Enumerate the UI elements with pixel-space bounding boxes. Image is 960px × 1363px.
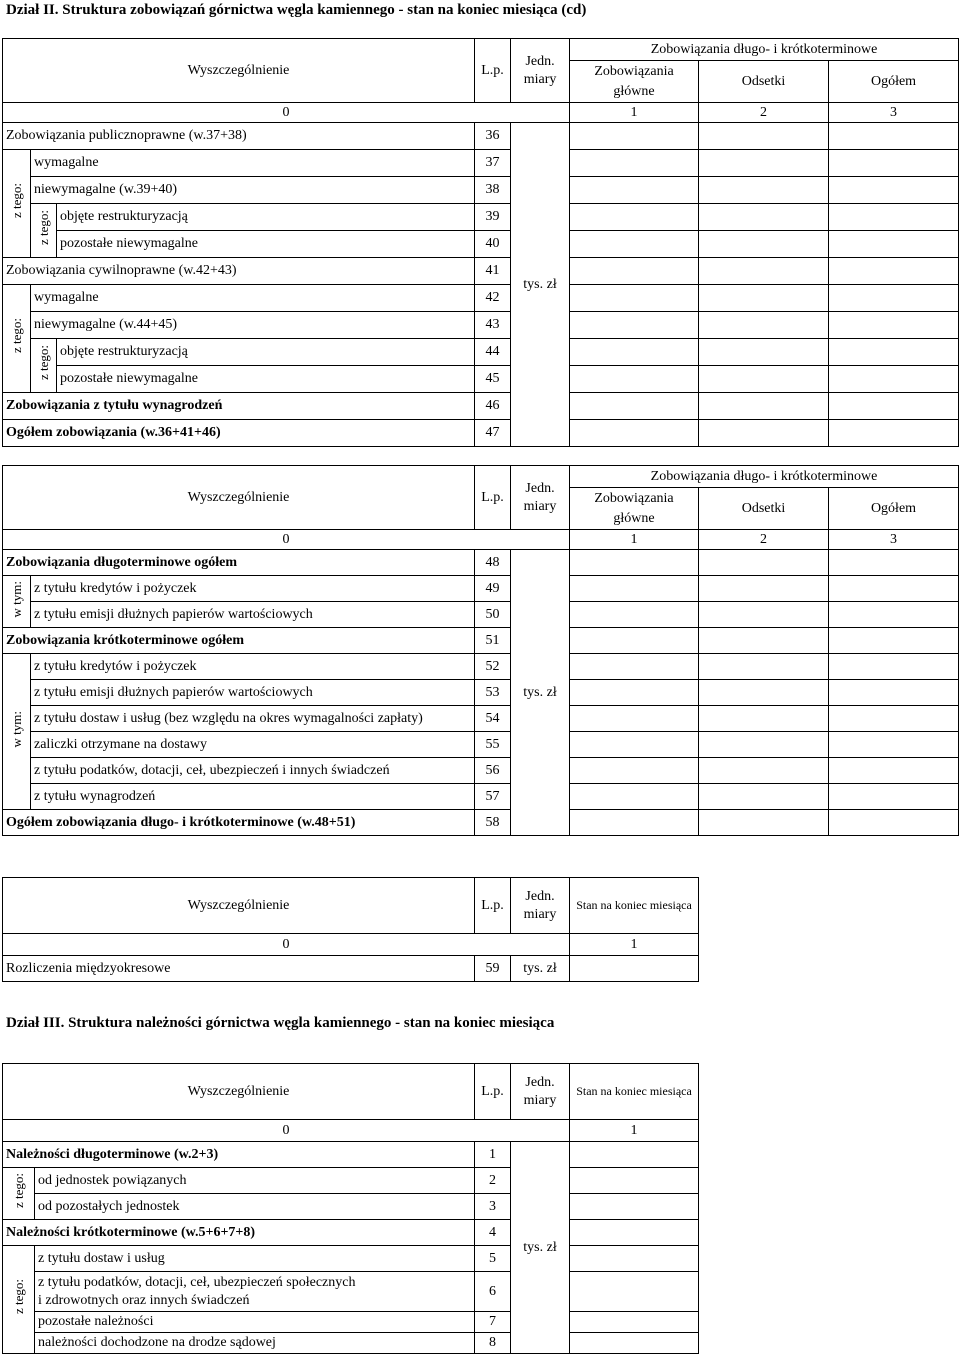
index-2: 2 xyxy=(699,530,829,550)
value-cell[interactable] xyxy=(699,123,829,150)
header-unit-line2: miary xyxy=(523,71,557,87)
table-row xyxy=(3,654,959,680)
value-cell[interactable] xyxy=(699,339,829,366)
header-interest: Odsetki xyxy=(699,488,829,530)
row-label: z tytułu podatków, dotacji, ceł, ubezpieczeń i innych świadczeń xyxy=(31,758,475,784)
table-row xyxy=(3,956,699,982)
table-row xyxy=(3,732,959,758)
value-cell[interactable] xyxy=(829,204,959,231)
row-lp: 57 xyxy=(475,784,511,810)
table-row xyxy=(3,602,959,628)
row-lp: 5 xyxy=(475,1246,511,1272)
row-lp: 42 xyxy=(475,285,511,312)
w-tym-label: w tym: xyxy=(3,654,31,810)
row-label: pozostałe niewymagalne xyxy=(57,366,475,393)
value-cell[interactable] xyxy=(829,706,959,732)
value-cell[interactable] xyxy=(829,366,959,393)
table-row xyxy=(3,784,959,810)
value-cell[interactable] xyxy=(570,732,699,758)
row-label: zaliczki otrzymane na dostawy xyxy=(31,732,475,758)
value-cell[interactable] xyxy=(699,732,829,758)
row-label: wymagalne xyxy=(31,150,475,177)
header-total: Ogółem xyxy=(829,61,959,103)
row-label: objęte restrukturyzacją xyxy=(57,339,475,366)
table-row xyxy=(3,680,959,706)
row-label: Zobowiązania krótkoterminowe ogółem xyxy=(3,628,475,654)
table-row xyxy=(3,150,959,177)
row-lp: 2 xyxy=(475,1168,511,1194)
value-cell[interactable] xyxy=(699,150,829,177)
table-row xyxy=(3,576,959,602)
row-label: pozostałe należności xyxy=(35,1312,475,1333)
table-row xyxy=(3,1246,699,1272)
value-cell[interactable] xyxy=(570,602,699,628)
table-row xyxy=(3,339,959,366)
value-cell[interactable] xyxy=(829,628,959,654)
header-unit-line2: miary xyxy=(523,906,557,922)
value-cell[interactable] xyxy=(570,1220,699,1246)
row-lp: 38 xyxy=(475,177,511,204)
w-tym-label: w tym: xyxy=(3,576,31,628)
table-row xyxy=(3,1168,699,1194)
value-cell[interactable] xyxy=(570,1142,699,1168)
row-lp: 59 xyxy=(475,956,511,982)
value-cell[interactable] xyxy=(699,784,829,810)
header-lp: L.p. xyxy=(475,878,511,934)
row-lp: 45 xyxy=(475,366,511,393)
z-tego-label: z tego: xyxy=(3,150,31,258)
row-lp: 8 xyxy=(475,1333,511,1354)
table-row xyxy=(3,366,959,393)
header-principal xyxy=(570,61,699,103)
z-tego-label: z tego: xyxy=(3,1168,35,1220)
value-cell[interactable] xyxy=(570,706,699,732)
value-cell[interactable] xyxy=(570,680,699,706)
row-lp: 56 xyxy=(475,758,511,784)
section-2-title: Dział II. Struktura zobowiązań górnictwa węgla kamiennego - stan na koniec miesiąca (cd) xyxy=(6,2,587,18)
value-cell[interactable] xyxy=(829,123,959,150)
header-principal-line2: główne xyxy=(613,83,655,99)
row-label: od jednostek powiązanych xyxy=(35,1168,475,1194)
header-unit-line1: Jedn. xyxy=(525,1074,555,1090)
long-short-term-liabilities-table xyxy=(2,465,959,836)
table-row xyxy=(3,123,959,150)
unit-cell: tys. zł xyxy=(511,956,570,982)
row-lp: 53 xyxy=(475,680,511,706)
value-cell[interactable] xyxy=(570,810,699,836)
value-cell[interactable] xyxy=(699,602,829,628)
value-cell[interactable] xyxy=(829,420,959,447)
table-row xyxy=(3,810,959,836)
header-item: Wyszczególnienie xyxy=(3,466,475,530)
row-lp: 1 xyxy=(475,1142,511,1168)
table-row xyxy=(3,231,959,258)
value-cell[interactable] xyxy=(699,366,829,393)
value-cell[interactable] xyxy=(570,784,699,810)
row-lp: 52 xyxy=(475,654,511,680)
table-row xyxy=(3,285,959,312)
value-cell[interactable] xyxy=(570,123,699,150)
row-label: Zobowiązania cywilnoprawne (w.42+43) xyxy=(3,258,475,285)
row-lp: 4 xyxy=(475,1220,511,1246)
row-label: Należności długoterminowe (w.2+3) xyxy=(3,1142,475,1168)
value-cell[interactable] xyxy=(570,420,699,447)
z-tego-label: z tego: xyxy=(3,1246,35,1354)
header-state: Stan na koniec miesiąca xyxy=(570,878,699,934)
row-lp: 55 xyxy=(475,732,511,758)
row-label: Należności krótkoterminowe (w.5+6+7+8) xyxy=(3,1220,475,1246)
row-lp: 47 xyxy=(475,420,511,447)
row-lp: 48 xyxy=(475,550,511,576)
value-cell[interactable] xyxy=(829,393,959,420)
value-cell[interactable] xyxy=(570,1194,699,1220)
row-lp: 39 xyxy=(475,204,511,231)
index-1: 1 xyxy=(570,530,699,550)
header-interest: Odsetki xyxy=(699,61,829,103)
value-cell[interactable] xyxy=(699,654,829,680)
value-cell[interactable] xyxy=(570,177,699,204)
value-cell[interactable] xyxy=(829,339,959,366)
value-cell[interactable] xyxy=(699,628,829,654)
index-0: 0 xyxy=(3,1120,570,1142)
row-label: wymagalne xyxy=(31,285,475,312)
row-label: z tytułu kredytów i pożyczek xyxy=(31,576,475,602)
row-label: z tytułu kredytów i pożyczek xyxy=(31,654,475,680)
value-cell[interactable] xyxy=(829,550,959,576)
header-group: Zobowiązania długo- i krótkoterminowe xyxy=(570,466,959,488)
table-row xyxy=(3,758,959,784)
table-row xyxy=(3,1220,699,1246)
unit-cell: tys. zł xyxy=(511,550,570,836)
value-cell[interactable] xyxy=(699,576,829,602)
header-item: Wyszczególnienie xyxy=(3,39,475,103)
value-cell[interactable] xyxy=(570,366,699,393)
value-cell[interactable] xyxy=(570,258,699,285)
value-cell[interactable] xyxy=(699,706,829,732)
row-lp: 6 xyxy=(475,1272,511,1312)
value-cell[interactable] xyxy=(829,758,959,784)
table-row xyxy=(3,420,959,447)
value-cell[interactable] xyxy=(570,1246,699,1272)
accruals-table xyxy=(2,877,699,982)
unit-cell: tys. zł xyxy=(511,123,570,447)
header-unit-line1: Jedn. xyxy=(525,888,555,904)
header-unit xyxy=(511,39,570,103)
index-1: 1 xyxy=(570,1120,699,1142)
row-label: Zobowiązania publicznoprawne (w.37+38) xyxy=(3,123,475,150)
value-cell[interactable] xyxy=(829,312,959,339)
row-label: z tytułu wynagrodzeń xyxy=(31,784,475,810)
row-label-line2: i zdrowotnych oraz innych świadczeń xyxy=(38,1292,250,1308)
header-unit-line1: Jedn. xyxy=(525,480,555,496)
header-principal-line1: Zobowiązania xyxy=(594,490,674,506)
value-cell[interactable] xyxy=(829,150,959,177)
value-cell[interactable] xyxy=(570,231,699,258)
value-cell[interactable] xyxy=(699,420,829,447)
table-row xyxy=(3,1194,699,1220)
row-lp: 46 xyxy=(475,393,511,420)
value-cell[interactable] xyxy=(829,576,959,602)
header-group: Zobowiązania długo- i krótkoterminowe xyxy=(570,39,959,61)
value-cell[interactable] xyxy=(570,1272,699,1312)
row-lp: 58 xyxy=(475,810,511,836)
row-lp: 41 xyxy=(475,258,511,285)
index-3: 3 xyxy=(829,103,959,123)
row-label: Zobowiązania z tytułu wynagrodzeń xyxy=(3,393,475,420)
row-label: z tytułu emisji dłużnych papierów wartościowych xyxy=(31,602,475,628)
header-unit xyxy=(511,466,570,530)
row-lp: 51 xyxy=(475,628,511,654)
section-3-title: Dział III. Struktura należności górnictwa węgla kamiennego - stan na koniec miesiąca xyxy=(6,1015,555,1031)
value-cell[interactable] xyxy=(699,231,829,258)
row-lp: 44 xyxy=(475,339,511,366)
row-lp: 7 xyxy=(475,1312,511,1333)
value-cell[interactable] xyxy=(570,654,699,680)
value-cell[interactable] xyxy=(829,732,959,758)
value-cell[interactable] xyxy=(699,258,829,285)
index-0: 0 xyxy=(3,530,570,550)
value-cell[interactable] xyxy=(570,312,699,339)
row-lp: 50 xyxy=(475,602,511,628)
table-row xyxy=(3,1142,699,1168)
header-unit xyxy=(511,878,570,934)
table-row xyxy=(3,1312,699,1333)
value-cell[interactable] xyxy=(570,285,699,312)
value-cell[interactable] xyxy=(699,810,829,836)
header-lp: L.p. xyxy=(475,39,511,103)
index-2: 2 xyxy=(699,103,829,123)
header-lp: L.p. xyxy=(475,466,511,530)
z-tego-label: z tego: xyxy=(31,339,57,393)
header-item: Wyszczególnienie xyxy=(3,878,475,934)
value-cell[interactable] xyxy=(570,1168,699,1194)
row-label: objęte restrukturyzacją xyxy=(57,204,475,231)
value-cell[interactable] xyxy=(570,1312,699,1333)
row-label: z tytułu dostaw i usług (bez względu na okres wymagalności zapłaty) xyxy=(31,706,475,732)
value-cell[interactable] xyxy=(570,339,699,366)
value-cell[interactable] xyxy=(570,393,699,420)
value-cell[interactable] xyxy=(699,204,829,231)
row-label: pozostałe niewymagalne xyxy=(57,231,475,258)
row-lp: 40 xyxy=(475,231,511,258)
value-cell[interactable] xyxy=(699,550,829,576)
header-state: Stan na koniec miesiąca xyxy=(570,1064,699,1120)
header-principal-line1: Zobowiązania xyxy=(594,63,674,79)
row-label: z tytułu emisji dłużnych papierów wartościowych xyxy=(31,680,475,706)
row-label-line1: z tytułu podatków, dotacji, ceł, ubezpieczeń społecznych xyxy=(38,1274,356,1290)
header-item: Wyszczególnienie xyxy=(3,1064,475,1120)
table-row xyxy=(3,550,959,576)
value-cell[interactable] xyxy=(570,550,699,576)
value-cell[interactable] xyxy=(829,177,959,204)
row-label: od pozostałych jednostek xyxy=(35,1194,475,1220)
liabilities-structure-table xyxy=(2,38,959,447)
table-row xyxy=(3,312,959,339)
row-label: Rozliczenia międzyokresowe xyxy=(3,956,475,982)
index-3: 3 xyxy=(829,530,959,550)
header-unit-line1: Jedn. xyxy=(525,53,555,69)
row-lp: 3 xyxy=(475,1194,511,1220)
table-row xyxy=(3,706,959,732)
row-label: Ogółem zobowiązania (w.36+41+46) xyxy=(3,420,475,447)
header-unit-line2: miary xyxy=(523,1092,557,1108)
value-cell[interactable] xyxy=(570,628,699,654)
header-unit xyxy=(511,1064,570,1120)
row-label xyxy=(35,1272,475,1312)
table-row xyxy=(3,393,959,420)
value-cell[interactable] xyxy=(570,150,699,177)
header-principal xyxy=(570,488,699,530)
value-cell[interactable] xyxy=(699,285,829,312)
table-row xyxy=(3,258,959,285)
value-cell[interactable] xyxy=(829,654,959,680)
value-cell[interactable] xyxy=(829,285,959,312)
row-label: Zobowiązania długoterminowe ogółem xyxy=(3,550,475,576)
value-cell[interactable] xyxy=(699,680,829,706)
row-label: niewymagalne (w.44+45) xyxy=(31,312,475,339)
header-principal-line2: główne xyxy=(613,510,655,526)
receivables-structure-table xyxy=(2,1063,699,1354)
value-cell[interactable] xyxy=(699,393,829,420)
value-cell[interactable] xyxy=(829,680,959,706)
unit-cell: tys. zł xyxy=(511,1142,570,1354)
row-label: należności dochodzone na drodze sądowej xyxy=(35,1333,475,1354)
table-row xyxy=(3,628,959,654)
row-label: z tytułu dostaw i usług xyxy=(35,1246,475,1272)
index-0: 0 xyxy=(3,103,570,123)
value-cell[interactable] xyxy=(570,758,699,784)
value-cell[interactable] xyxy=(570,204,699,231)
index-1: 1 xyxy=(570,103,699,123)
z-tego-label: z tego: xyxy=(3,285,31,393)
value-cell[interactable] xyxy=(829,784,959,810)
value-cell[interactable] xyxy=(829,602,959,628)
row-lp: 37 xyxy=(475,150,511,177)
value-cell[interactable] xyxy=(699,177,829,204)
row-lp: 43 xyxy=(475,312,511,339)
value-cell[interactable] xyxy=(829,810,959,836)
row-lp: 36 xyxy=(475,123,511,150)
header-unit-line2: miary xyxy=(523,498,557,514)
value-cell[interactable] xyxy=(570,956,699,982)
table-row xyxy=(3,177,959,204)
row-lp: 49 xyxy=(475,576,511,602)
header-total: Ogółem xyxy=(829,488,959,530)
value-cell[interactable] xyxy=(829,258,959,285)
row-label: niewymagalne (w.39+40) xyxy=(31,177,475,204)
header-lp: L.p. xyxy=(475,1064,511,1120)
table-row xyxy=(3,1272,699,1312)
index-1: 1 xyxy=(570,934,699,956)
value-cell[interactable] xyxy=(699,312,829,339)
index-0: 0 xyxy=(3,934,570,956)
table-row xyxy=(3,204,959,231)
row-lp: 54 xyxy=(475,706,511,732)
row-label: Ogółem zobowiązania długo- i krótkoterminowe (w.48+51) xyxy=(3,810,475,836)
value-cell[interactable] xyxy=(829,231,959,258)
value-cell[interactable] xyxy=(699,758,829,784)
table-row xyxy=(3,1333,699,1354)
value-cell[interactable] xyxy=(570,1333,699,1354)
value-cell[interactable] xyxy=(570,576,699,602)
z-tego-label: z tego: xyxy=(31,204,57,258)
